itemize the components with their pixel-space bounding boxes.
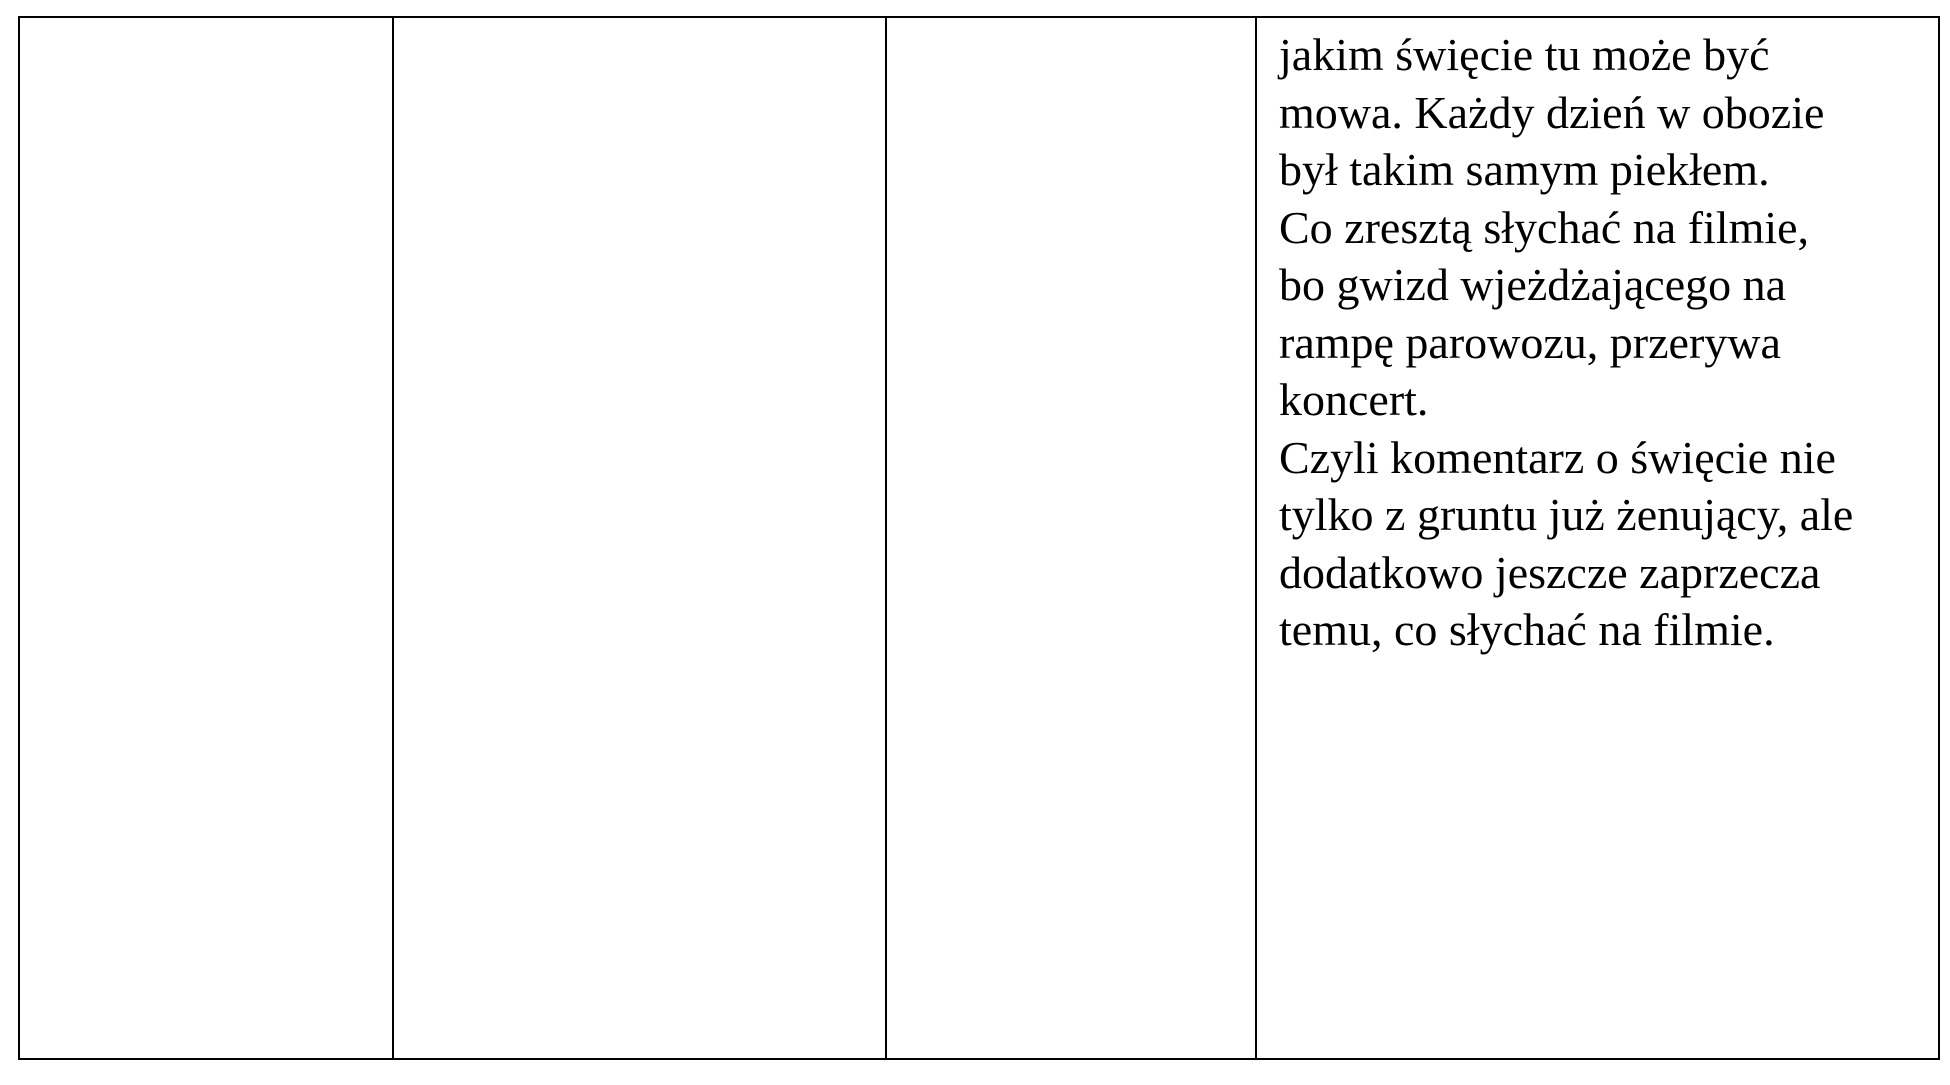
document-table [18,16,1940,1060]
cell-3-text [887,18,1255,26]
table-cell-1 [19,17,393,1059]
table-row [19,17,1939,1059]
table-cell-2 [393,17,886,1059]
cell-2-text [394,18,885,26]
table-cell-3 [886,17,1256,1059]
cell-1-text [20,18,392,26]
cell-4-text: jakim święcie tu może być mowa. Każdy dzień w obozie był takim samym piekłem. Co zresztą słychać na filmie, bo gwizd wjeżdżającego na rampę parowozu, przerywa koncert. Czyli komentarz o święcie nie tylko z gruntu już żenujący, ale dodatkowo jeszcze zaprzecza temu, co słychać na filmie. [1279,29,1854,655]
table-cell-4 [1256,17,1939,1059]
